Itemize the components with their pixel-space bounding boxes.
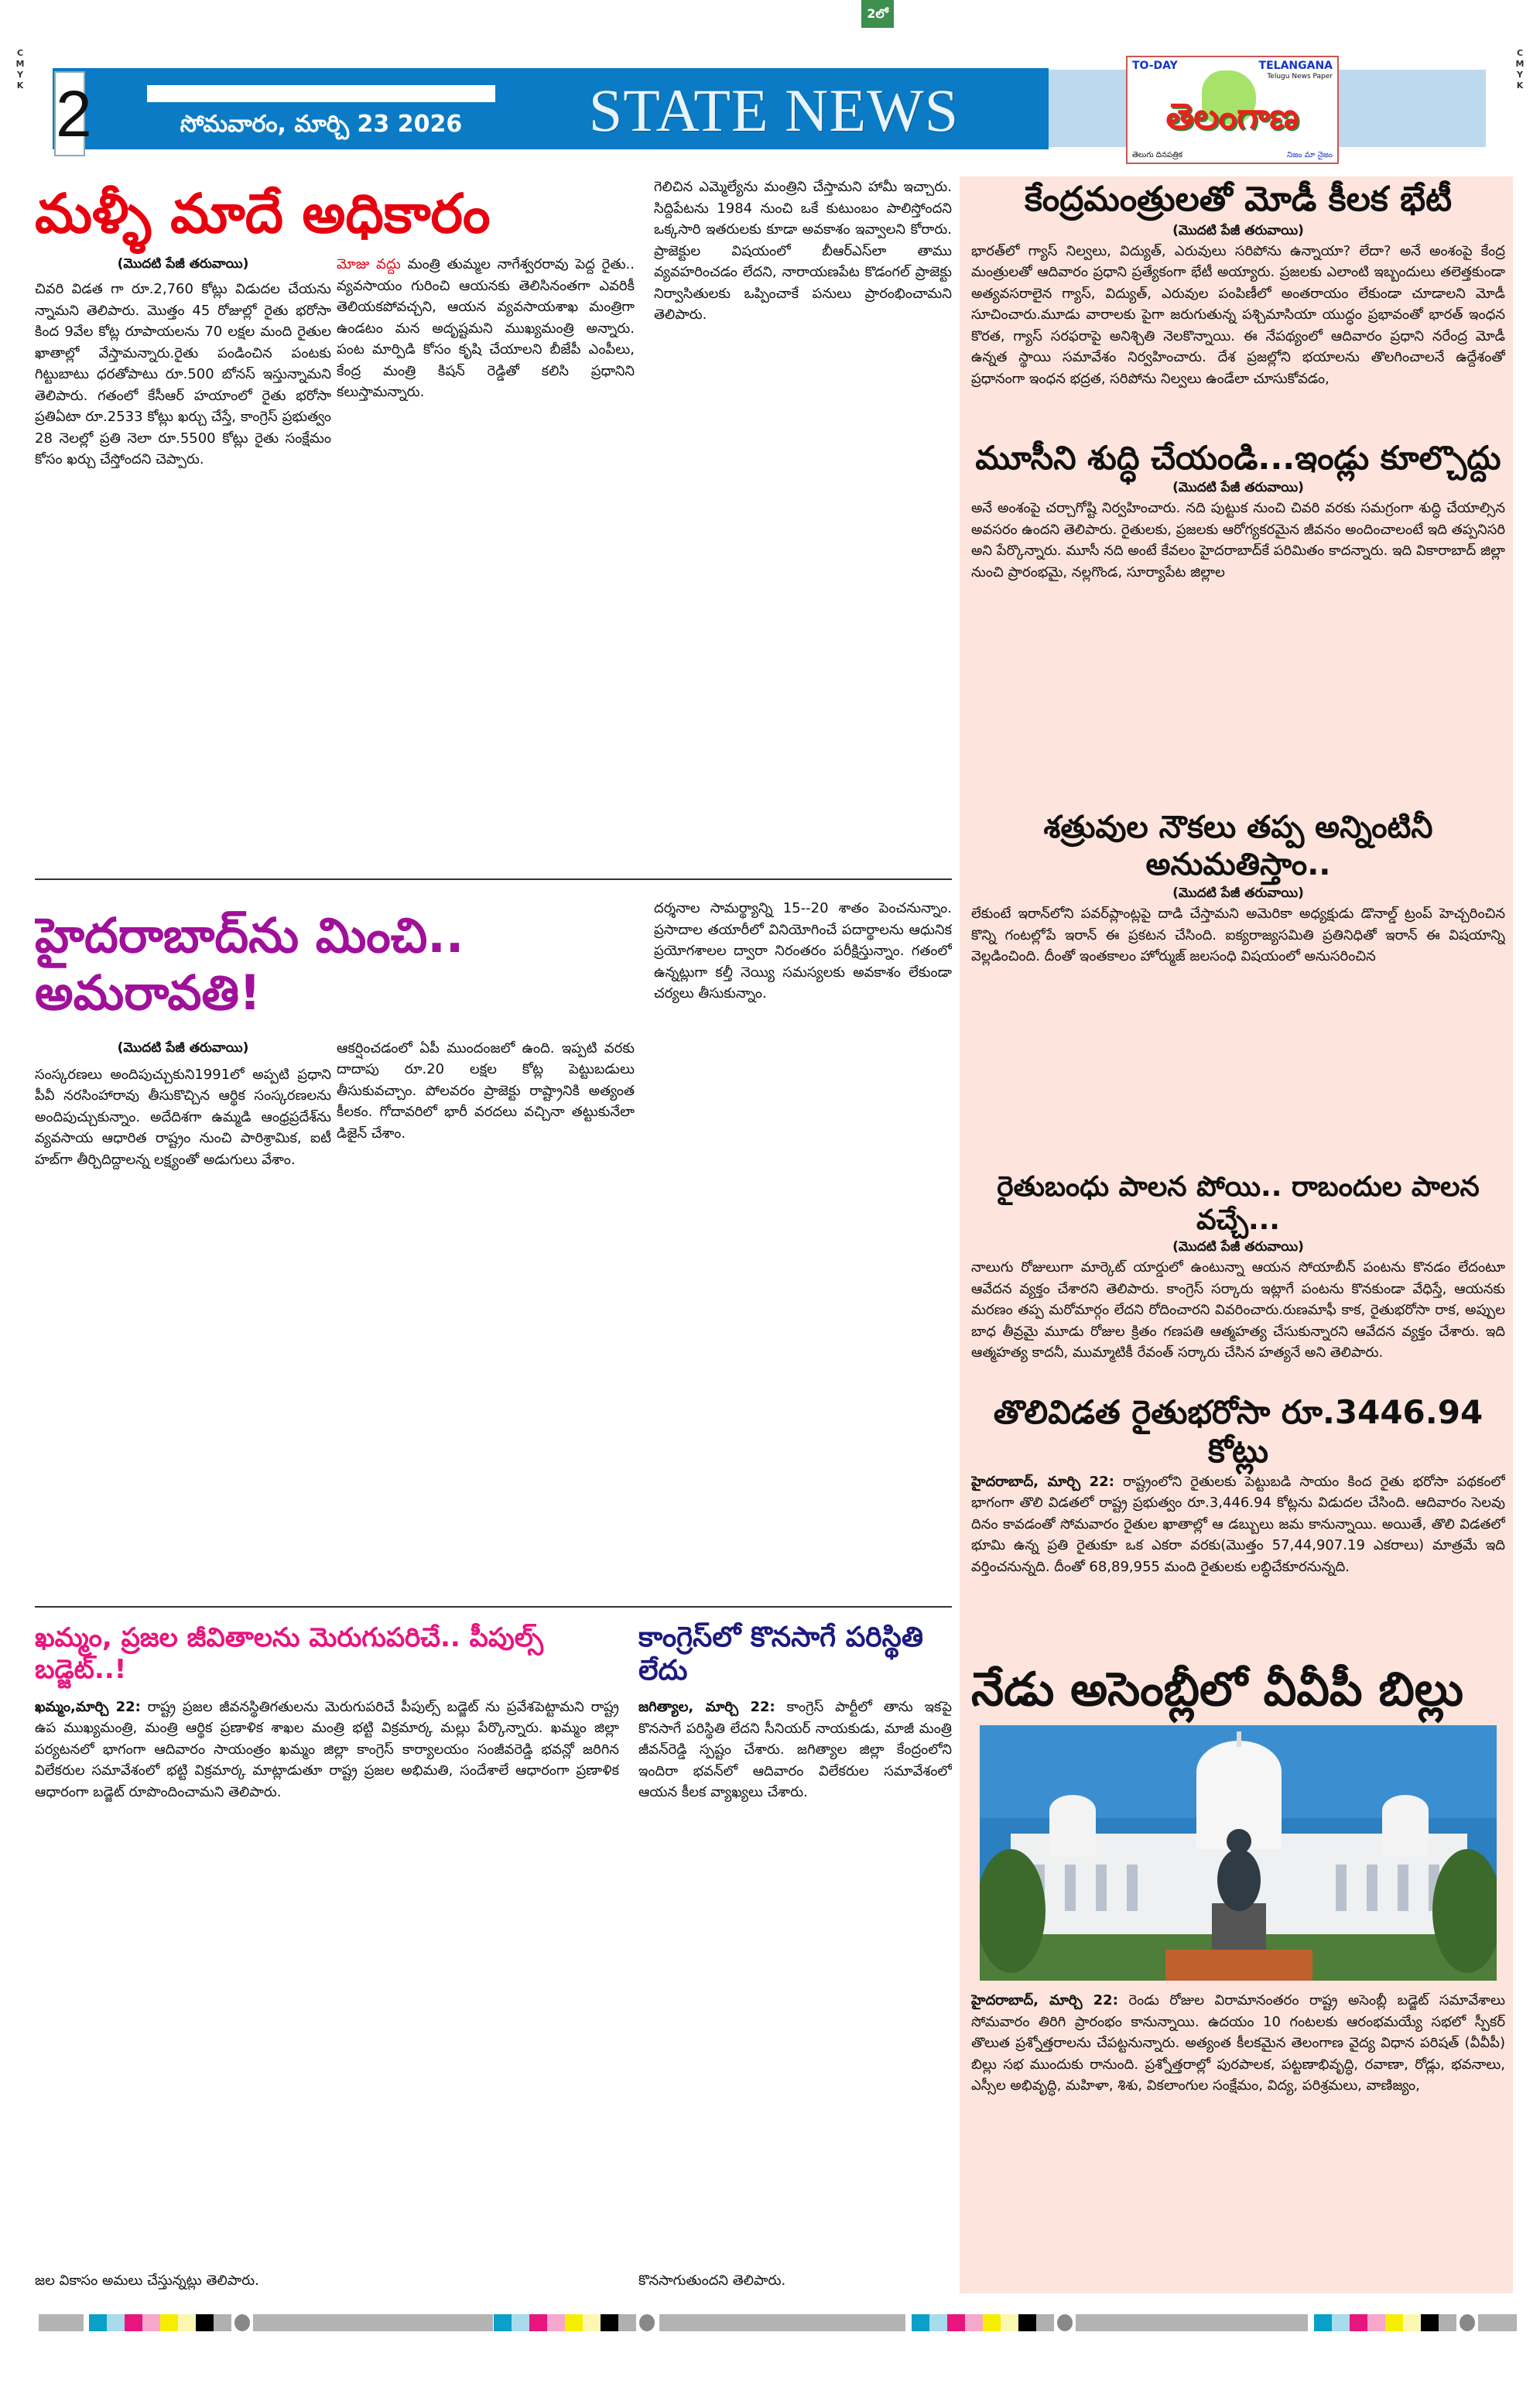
- article-body: గెలిచిన ఎమ్మెల్యేను మంత్రిని చేస్తామని హామీ ఇచ్చారు. సిద్దిపేటను 1984 నుంచి ఒకే కుటుంబం పాలిస్తోందని ఒక్కసారి ఇతరులకు కూడా అవకాశం ఇవ్వాలని కోరారు. ప్రాజెక్టుల విషయంలో బీఆర్ఎస్‌లా తాము వ్యవహరించడం లేదని, నారాయణపేట కొడంగల్ ప్రాజెక్టు నిర్వాసితులకు ఒప్పించాకే పనులు ప్రారంభించామని తెలిపారు.: [654, 179, 952, 323]
- assembly-building-photo: [980, 1725, 1497, 1981]
- registration-dot: [639, 2314, 655, 2331]
- dateline: హైదరాబాద్, మార్చి 22:: [971, 1992, 1118, 2009]
- article-text: రాష్ట్రంలోని రైతులకు పెట్టుబడి సాయం కింద రైతు భరోసా పథకంలో భాగంగా తొలి విడతలో రాష్ట్ర ప్రభుత్వం రూ.3,446.94 కోట్లను విడుదల చేసింది. ఆదివారం సెలవు దినం కావడంతో సోమవారం రైతుల ఖాతాల్లో ఆ డబ్బులు జమ కానున్నాయి. అయితే, తొలి విడతలో భూమి ఉన్న ప్రతి రైతుకూ ఒక ఎకరా వరకు(మొత్తం 57,44,907.19 ఎకరాలు) మాత్రమే ఇది వర్తించనున్నది. దీంతో 68,89,955 మంది రైతులకు లబ్ధిచేకూరనున్నది.: [971, 1473, 1505, 1575]
- color-swatch: [1332, 2314, 1350, 2331]
- article-body: [971, 1990, 1505, 2289]
- divider: [35, 1606, 952, 1608]
- grey-strip: [39, 2314, 84, 2331]
- color-swatch: [929, 2314, 947, 2331]
- article-body: దర్శనాల సామర్థ్యాన్ని 15--20 శాతం పెంచనున్నాం. ప్రసాదాల తయారీలో వినియోగించే పదార్థాలను ఆధునిక ప్రయోగశాలల ద్వారా నిరంతరం పరీక్షిస్తున్నాం. గతంలో ఉన్నట్లుగా కల్తీ నెయ్యి సమస్యలకు అవకాశం లేకుండా చర్యలు తీసుకున్నాం.: [654, 900, 952, 1002]
- continued-label: (మొదటి పేజీ తరువాయి): [1172, 222, 1304, 238]
- color-swatch: [125, 2314, 142, 2331]
- color-swatch: [1367, 2314, 1385, 2331]
- article-body: [638, 1697, 952, 2269]
- article-text: రెండు రోజుల విరామానంతరం రాష్ట్ర అసెంబ్లీ బడ్జెట్ సమావేశాలు సోమవారం తిరిగి ప్రారంభం కానున్నాయి. ఉదయం 10 గంటలకు ఆరంభమయ్యే సభలో స్పీకర్ తొలుత ప్రశ్నోత్తరాలను చేపట్టనున్నారు. అత్యంత కీలకమైన తెలంగాణ వైద్య విధాన పరిషత్ (వీవీపీ) బిల్లు సభ ముందుకు రానుంది. ప్రశ్నోత్తరాల్లో పురపాలక, పట్టణాభివృద్ధి, రవాణా, రోడ్లు, భవనాలు, ఎస్సీల అభివృద్ధి, మహిళా, శిశు, వికలాంగుల సంక్షేమం, విద్య, పరిశ్రమలు, వాణిజ్యం,: [971, 1992, 1505, 2094]
- color-swatch: [965, 2314, 983, 2331]
- color-swatch: [160, 2314, 178, 2331]
- color-swatch: [512, 2314, 529, 2331]
- subhead: మోజు వద్దు: [337, 256, 401, 272]
- article-assembly-vvp-bill: [971, 1662, 1505, 2289]
- color-swatch: [1403, 2314, 1421, 2331]
- newspaper-logo: [1126, 56, 1339, 164]
- article-congress: [638, 1618, 952, 2291]
- color-swatch: [1314, 2314, 1332, 2331]
- color-swatch: [1350, 2314, 1367, 2331]
- headline: శత్రువుల నౌకలు తప్ప అన్నింటినీ అనుమతిస్తాం..: [1043, 810, 1433, 882]
- color-swatch: [1018, 2314, 1036, 2331]
- dateline: జగిత్యాల, మార్చి 22:: [638, 1699, 775, 1716]
- article-raithu-bharosa: [971, 1387, 1505, 1662]
- color-swatch: [947, 2314, 965, 2331]
- article-modi-meeting: [971, 180, 1505, 431]
- logo-subtitle: Telugu News Paper: [1267, 73, 1333, 80]
- color-swatch: [583, 2314, 601, 2331]
- continued-label: (మొదటి పేజీ తరువాయి): [1172, 480, 1304, 496]
- headline: కేంద్రమంత్రులతో మోడీ కీలక భేటీ: [1024, 180, 1453, 219]
- registration-dot: [234, 2314, 250, 2331]
- continued-label: (మొదటి పేజీ తరువాయి): [1172, 1239, 1304, 1255]
- registration-dot: [1057, 2314, 1073, 2331]
- logo-tagline: తెలుగు దినపత్రిక: [1132, 151, 1183, 159]
- headline: తొలివిడత రైతుభరోసా రూ.3446.94 కోట్లు: [993, 1393, 1484, 1471]
- color-swatch: [196, 2314, 214, 2331]
- section-title: STATE NEWS: [588, 77, 960, 144]
- color-swatch: [618, 2314, 636, 2331]
- color-swatch: [1001, 2314, 1018, 2331]
- article-malli-made: [35, 176, 952, 869]
- color-swatch: [178, 2314, 196, 2331]
- article-body: లేకుంటే ఇరాన్‌లోని పవర్‌ప్లాంట్లపై దాడి చేస్తామని అమెరికా అధ్యక్షుడు డొనాల్డ్ ట్రంప్ హెచ్చరించిన కొన్ని గంటల్లోపే ఇరాన్ ఈ ప్రకటన చేసింది. ఐక్యరాజ్యసమితి ప్రతినిధితో ఇరాన్ ఈ విషయాన్ని వెల్లడించింది. దీంతో ఇంతకాలం హోర్ముజ్ జలసంధి విషయంలో అనుసరించిన: [971, 906, 1505, 964]
- article-amaravati: [35, 890, 952, 1594]
- continued-label: (మొదటి పేజీ తరువాయి): [117, 256, 249, 272]
- dateline: ఖమ్మం,మార్చి 22:: [35, 1698, 141, 1715]
- color-swatch: [547, 2314, 565, 2331]
- color-swatch: [912, 2314, 929, 2331]
- right-column-articles: [971, 180, 1505, 2289]
- article-peoples-budget: [35, 1618, 619, 2291]
- headline: మూసీని శుద్ధి చేయండి...ఇండ్లు కూల్చొద్దు: [975, 439, 1501, 477]
- color-swatch: [214, 2314, 231, 2331]
- article-body: [337, 254, 635, 869]
- color-swatch: [494, 2314, 512, 2331]
- article-body: [35, 1697, 619, 2270]
- color-swatch: [565, 2314, 583, 2331]
- page-number: 2: [54, 71, 85, 156]
- logo-motto: నిజం మా నైజం: [1287, 151, 1333, 159]
- color-swatch: [142, 2314, 160, 2331]
- logo-text: TO-DAY: [1132, 60, 1178, 72]
- logo-center: [1132, 81, 1333, 150]
- continued-label: (మొదటి పేజీ తరువాయి): [1172, 885, 1304, 901]
- article-closing: కొనసాగుతుందని తెలిపారు.: [638, 2272, 786, 2289]
- article-body: చివరి విడత గా రూ.2,760 కోట్లు విడుదల చేయను న్నామని తెలిపారు. మొత్తం 45 రోజుల్లో రైతు భరోసా కింద 9వేల కోట్ల రూపాయలను 70 లక్షల మంది రైతుల ఖాతాల్లో వేస్తామన్నారు.రైతు పండించిన పంటకు గిట్టుబాటు ధరతోపాటు రూ.500 బోనస్ ఇస్తున్నామని తెలిపారు. గతంలో కేసీఆర్ హయాంలో రైతు భరోసా ప్రతిఏటా రూ.2533 కోట్లు ఖర్చు చేస్తే, కాంగ్రెస్ ప్రభుత్వం 28 నెలల్లో ప్రతి నెలా రూ.5500 కోట్లు రైతు సంక్షేమం కోసం ఖర్చు చేస్తోందని చెప్పారు.: [35, 281, 331, 467]
- article-closing: జల వికాసం అమలు చేస్తున్నట్లు తెలిపారు.: [35, 2272, 259, 2289]
- dateline: హైదరాబాద్, మార్చి 22:: [971, 1473, 1114, 1490]
- headline: హైదరాబాద్‌ను మించి.. అమరావతి!: [35, 907, 464, 1022]
- color-swatch: [107, 2314, 125, 2331]
- article-body: [971, 1471, 1505, 1662]
- edition-tab: 2లో: [861, 0, 894, 28]
- article-body: ఆకర్షించడంలో ఏపీ ముందంజలో ఉంది. ఇప్పటి వరకు దాదాపు రూ.20 లక్షల కోట్ల పెట్టుబడులు తీసుకువచ్చాం. పోలవరం ప్రాజెక్టు రాష్ట్రానికి అత్యంత కీలకం. గోదావరిలో భారీ వరదలు వచ్చినా తట్టుకునేలా డిజైన్ చేశాం.: [337, 1039, 635, 1142]
- registration-mark-right: CMYK: [1515, 48, 1525, 91]
- color-swatch: [89, 2314, 107, 2331]
- color-swatch: [601, 2314, 618, 2331]
- grey-strip: [253, 2314, 493, 2331]
- color-swatch: [983, 2314, 1001, 2331]
- headline: మళ్ళీ మాదే అధికారం: [35, 182, 491, 245]
- date-bar: [147, 85, 495, 102]
- grey-strip: [659, 2314, 905, 2331]
- color-swatch: [1421, 2314, 1439, 2331]
- color-swatch: [529, 2314, 547, 2331]
- headline: రైతుబంధు పాలన పోయి.. రాబందుల పాలన వచ్చే...: [997, 1171, 1480, 1237]
- article-body: సంస్కరణలు అందిపుచ్చుకుని1991లో అప్పటి ప్రధాని పీవీ నరసింహారావు తీసుకొచ్చిన ఆర్థిక సంస్కరణలను అందిపుచ్చుకున్నాం. అదేదిశగా ఉమ్మడి ఆంధ్రప్రదేశ్‌ను వ్యవసాయ ఆధారిత రాష్ట్రం నుంచి పారిశ్రామిక, ఐటీ హబ్‌గా తీర్చిదిద్దాలన్న లక్ష్యంతో అడుగులు వేశాం.: [35, 1066, 331, 1168]
- logo-bottom-row: [1132, 150, 1333, 160]
- article-body: భారత్‌లో గ్యాస్ నిల్వలు, విద్యుత్, ఎరువులు సరిపోను ఉన్నాయా? లేదా? అనే అంశంపై కేంద్ర మంత్రులతో ఆదివారం ప్రధాని ప్రత్యేకంగా భేటీ అయ్యారు. ప్రజలకు ఎలాంటి ఇబ్బందులు తలెత్తకుండా అత్యవసరాలైన గ్యాస్, విద్యుత్, ఎరువుల పంపిణీలో అంతరాయం లేకుండా చూడాలని మోడీ సూచించారు.మూడు వారాలకు పైగా జరుగుతున్న పశ్చిమాసియా యుద్ధం ప్రభావంతో భారత్ ఇంధన కొరత, గ్యాస్ సరఫరాపై అనిశ్చితి నెలకొన్నాయి. ఈ నేపథ్యంలో ఆదివారం ప్రధాని నరేంద్ర మోడీ ఉన్నత స్థాయి సమావేశం నిర్వహించారు. దేశ ప్రజల్లోని భయాలను తొలగించాలనే ఉద్దేశంతో ప్రధానంగా ఇంధన భద్రత, సరిపోను నిల్వలు ఉండేలా చూసుకోవడం,: [971, 242, 1505, 387]
- article-body: అనే అంశంపై చర్చాగోష్టి నిర్వహించారు. నది పుట్టుక నుంచి చివరి వరకు సమగ్రంగా శుద్ధి చేయాల్సిన అవసరం ఉందని తెలిపారు. రైతులకు, ప్రజలకు ఆరోగ్యకరమైన జీవనం అందించాలంటే ఇది తప్పనిసరి అని పేర్కొన్నారు. మూసీ నది అంటే కేవలం హైదరాబాద్‌కే పరిమితం కాదన్నారు. ఇది వికారాబాద్ జిల్లా నుంచి ప్రారంభమై, నల్లగొండ, సూర్యాపేట జిల్లాల: [971, 500, 1505, 580]
- article-text: మంత్రి తుమ్మల నాగేశ్వరరావు పెద్ద రైతు.. వ్యవసాయం గురించి ఆయనకు తెలిసినంతగా ఎవరికీ తెలియకపోవచ్చని, ఆయన వ్యవసాయశాఖ మంత్రిగా ఉండటం మన అదృష్టమని ముఖ్యమంత్రి అన్నారు. పంట మార్పిడి కోసం కృషి చేయాలని బీజేపీ ఎంపీలు, కేంద్ర మంత్రి కిషన్ రెడ్డితో కలిసి ప్రధానిని కలుస్తామన్నారు.: [337, 256, 635, 400]
- divider: [35, 878, 952, 880]
- color-swatch: [1439, 2314, 1456, 2331]
- article-raithu-bandhu: [971, 1170, 1505, 1387]
- logo-name: తెలంగాణ: [1165, 94, 1299, 137]
- headline: నేడు అసెంబ్లీలో వీవీపీ బిల్లు: [971, 1663, 1464, 1717]
- article-text: రాష్ట్ర ప్రజల జీవనస్థితిగతులను మెరుగుపరిచే పీపుల్స్ బడ్జెట్ ను ప్రవేశపెట్టామని రాష్ట్ర ఉప ముఖ్యమంత్రి, మంత్రి ఆర్థిక ప్రణాళిక శాఖల మంత్రి భట్టి విక్రమార్క మల్లు పేర్కొన్నారు. ఖమ్మం జిల్లా పర్యటనలో భాగంగా ఆదివారం సాయంత్రం ఖమ్మం జిల్లా కాంగ్రెస్ కార్యాలయం సంజీవరెడ్డి భవన్లో జరిగిన విలేకరుల సమావేశంలో భట్టి విక్రమార్క మాట్లాడుతూ రాష్ట్ర ప్రజల అభిమతి, సందేశాలే ఆధారంగా ప్రణాళిక ఆధారంగా బడ్జెట్ రూపొందించామని తెలిపారు.: [35, 1698, 619, 1800]
- headline: ఖమ్మం, ప్రజల జీవితాలను మెరుగుపరిచే.. పీపుల్స్ బడ్జెట్..!: [35, 1622, 544, 1685]
- registration-mark-left: CMYK: [15, 48, 25, 91]
- article-musi: [971, 431, 1505, 795]
- continued-label: (మొదటి పేజీ తరువాయి): [117, 1039, 249, 1056]
- logo-text: TELANGANA: [1258, 60, 1333, 72]
- headline: కాంగ్రెస్‌లో కొనసాగే పరిస్థితి లేదు: [638, 1622, 924, 1687]
- article-iran-ships: [971, 795, 1505, 1170]
- issue-date: సోమవారం, మార్చి 23 2026: [180, 111, 463, 138]
- grey-strip: [1478, 2314, 1517, 2331]
- article-body: నాలుగు రోజులుగా మార్కెట్ యార్డులో ఉంటున్నా ఆయన సోయాబీన్ పంటను కొనడం లేదంటూ ఆవేదన వ్యక్తం చేశారని తెలిపారు. కాంగ్రెస్ సర్కారు ఇట్లాగే పంటను కొనకుండా వేధిస్తే, ఆయనకు మరణం తప్ప మరోమార్గం లేదని రోదించారని వివరించారు.రుణమాఫీ కాక, రైతుభరోసా రాక, అప్పుల బాధ తీవ్రమై మూడు రోజుల క్రితం గణపతి ఆత్మహత్య చేసుకున్నారని ఆవేదన వ్యక్తం చేశారు. ఇది ఆత్మహత్య కాదనీ, ముమ్మాటికీ రేవంత్ సర్కారు చేసిన హత్యనే అని తెలిపారు.: [971, 1259, 1505, 1361]
- article-text: కాంగ్రెస్ పార్టీలో తాను ఇకపై కొనసాగే పరిస్థితి లేదని సీనియర్ నాయకుడు, మాజీ మంత్రి జీవన్‌రెడ్డి స్పష్టం చేశారు. జగిత్యాల జిల్లా కేంద్రంలోని ఇందిరా భవన్‌లో ఆదివారం విలేకరుల సమావేశంలో ఆయన కీలక వ్యాఖ్యలు చేశారు.: [638, 1699, 952, 1801]
- color-swatch: [1385, 2314, 1403, 2331]
- grey-strip: [1076, 2314, 1308, 2331]
- color-swatch: [1036, 2314, 1054, 2331]
- registration-dot: [1460, 2314, 1475, 2331]
